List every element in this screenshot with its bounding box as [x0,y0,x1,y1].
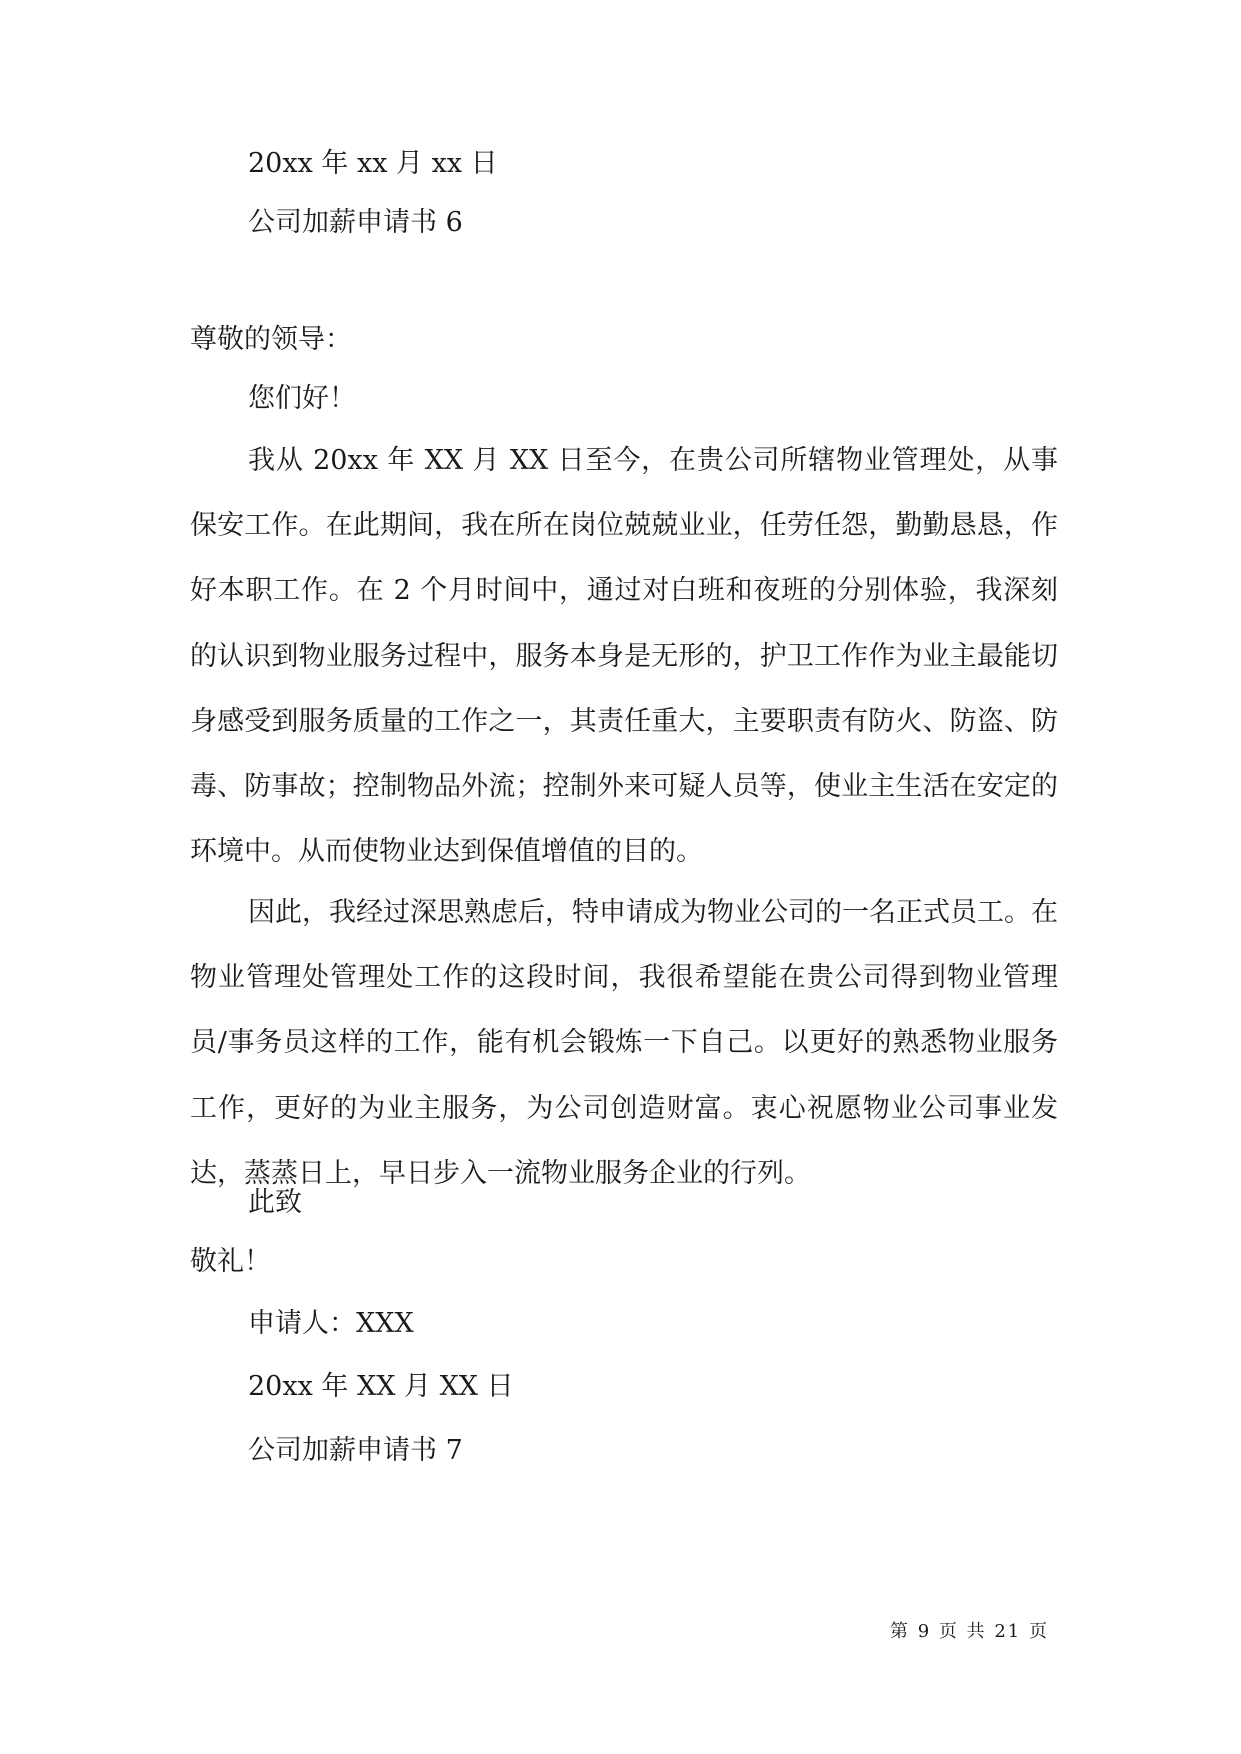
date-top: 20xx 年 xx 月 xx 日 [248,148,498,179]
paragraph-2: 因此，我经过深思熟虑后，特申请成为物业公司的一名正式员工。在物业管理处管理处工作的这段时间，我很希望能在贵公司得到物业管理员/事务员这样的工作，能有机会锻炼一下自己。以更好的熟悉物业服务工作，更好的为业主服务，为公司创造财富。衷心祝愿物业公司事业发达，蒸蒸日上，早日步入一流物业服务企业的行列。 [190,897,1058,1189]
greeting: 您们好！ [248,383,356,414]
salutation: 尊敬的领导： [190,324,352,355]
paragraph-1: 我从 20xx 年 XX 月 XX 日至今，在贵公司所辖物业管理处，从事保安工作。在此期间，我在所在岗位兢兢业业，任劳任怨，勤勤恳恳，作好本职工作。在 2 个月时间中，通过对白班和夜班的分别体验，我深刻的认识到物业服务过程中，服务本身是无形的，护卫工作作为业主最能切身感受到服务质量的工作之一，其责任重大，主要职责有防火、防盗、防毒、防事故；控制物品外流；控制外来可疑人员等，使业主生活在安定的环境中。从而使物业达到保值增值的目的。 [190,445,1058,868]
closing-2: 敬礼！ [190,1246,271,1277]
date-bottom: 20xx 年 XX 月 XX 日 [248,1371,514,1402]
page-indicator: 第 9 页 共 21 页 [890,1621,1049,1642]
heading-6: 公司加薪申请书 6 [248,207,463,238]
closing-1: 此致 [248,1187,302,1218]
heading-7: 公司加薪申请书 7 [248,1435,463,1466]
applicant: 申请人：XXX [248,1308,414,1339]
